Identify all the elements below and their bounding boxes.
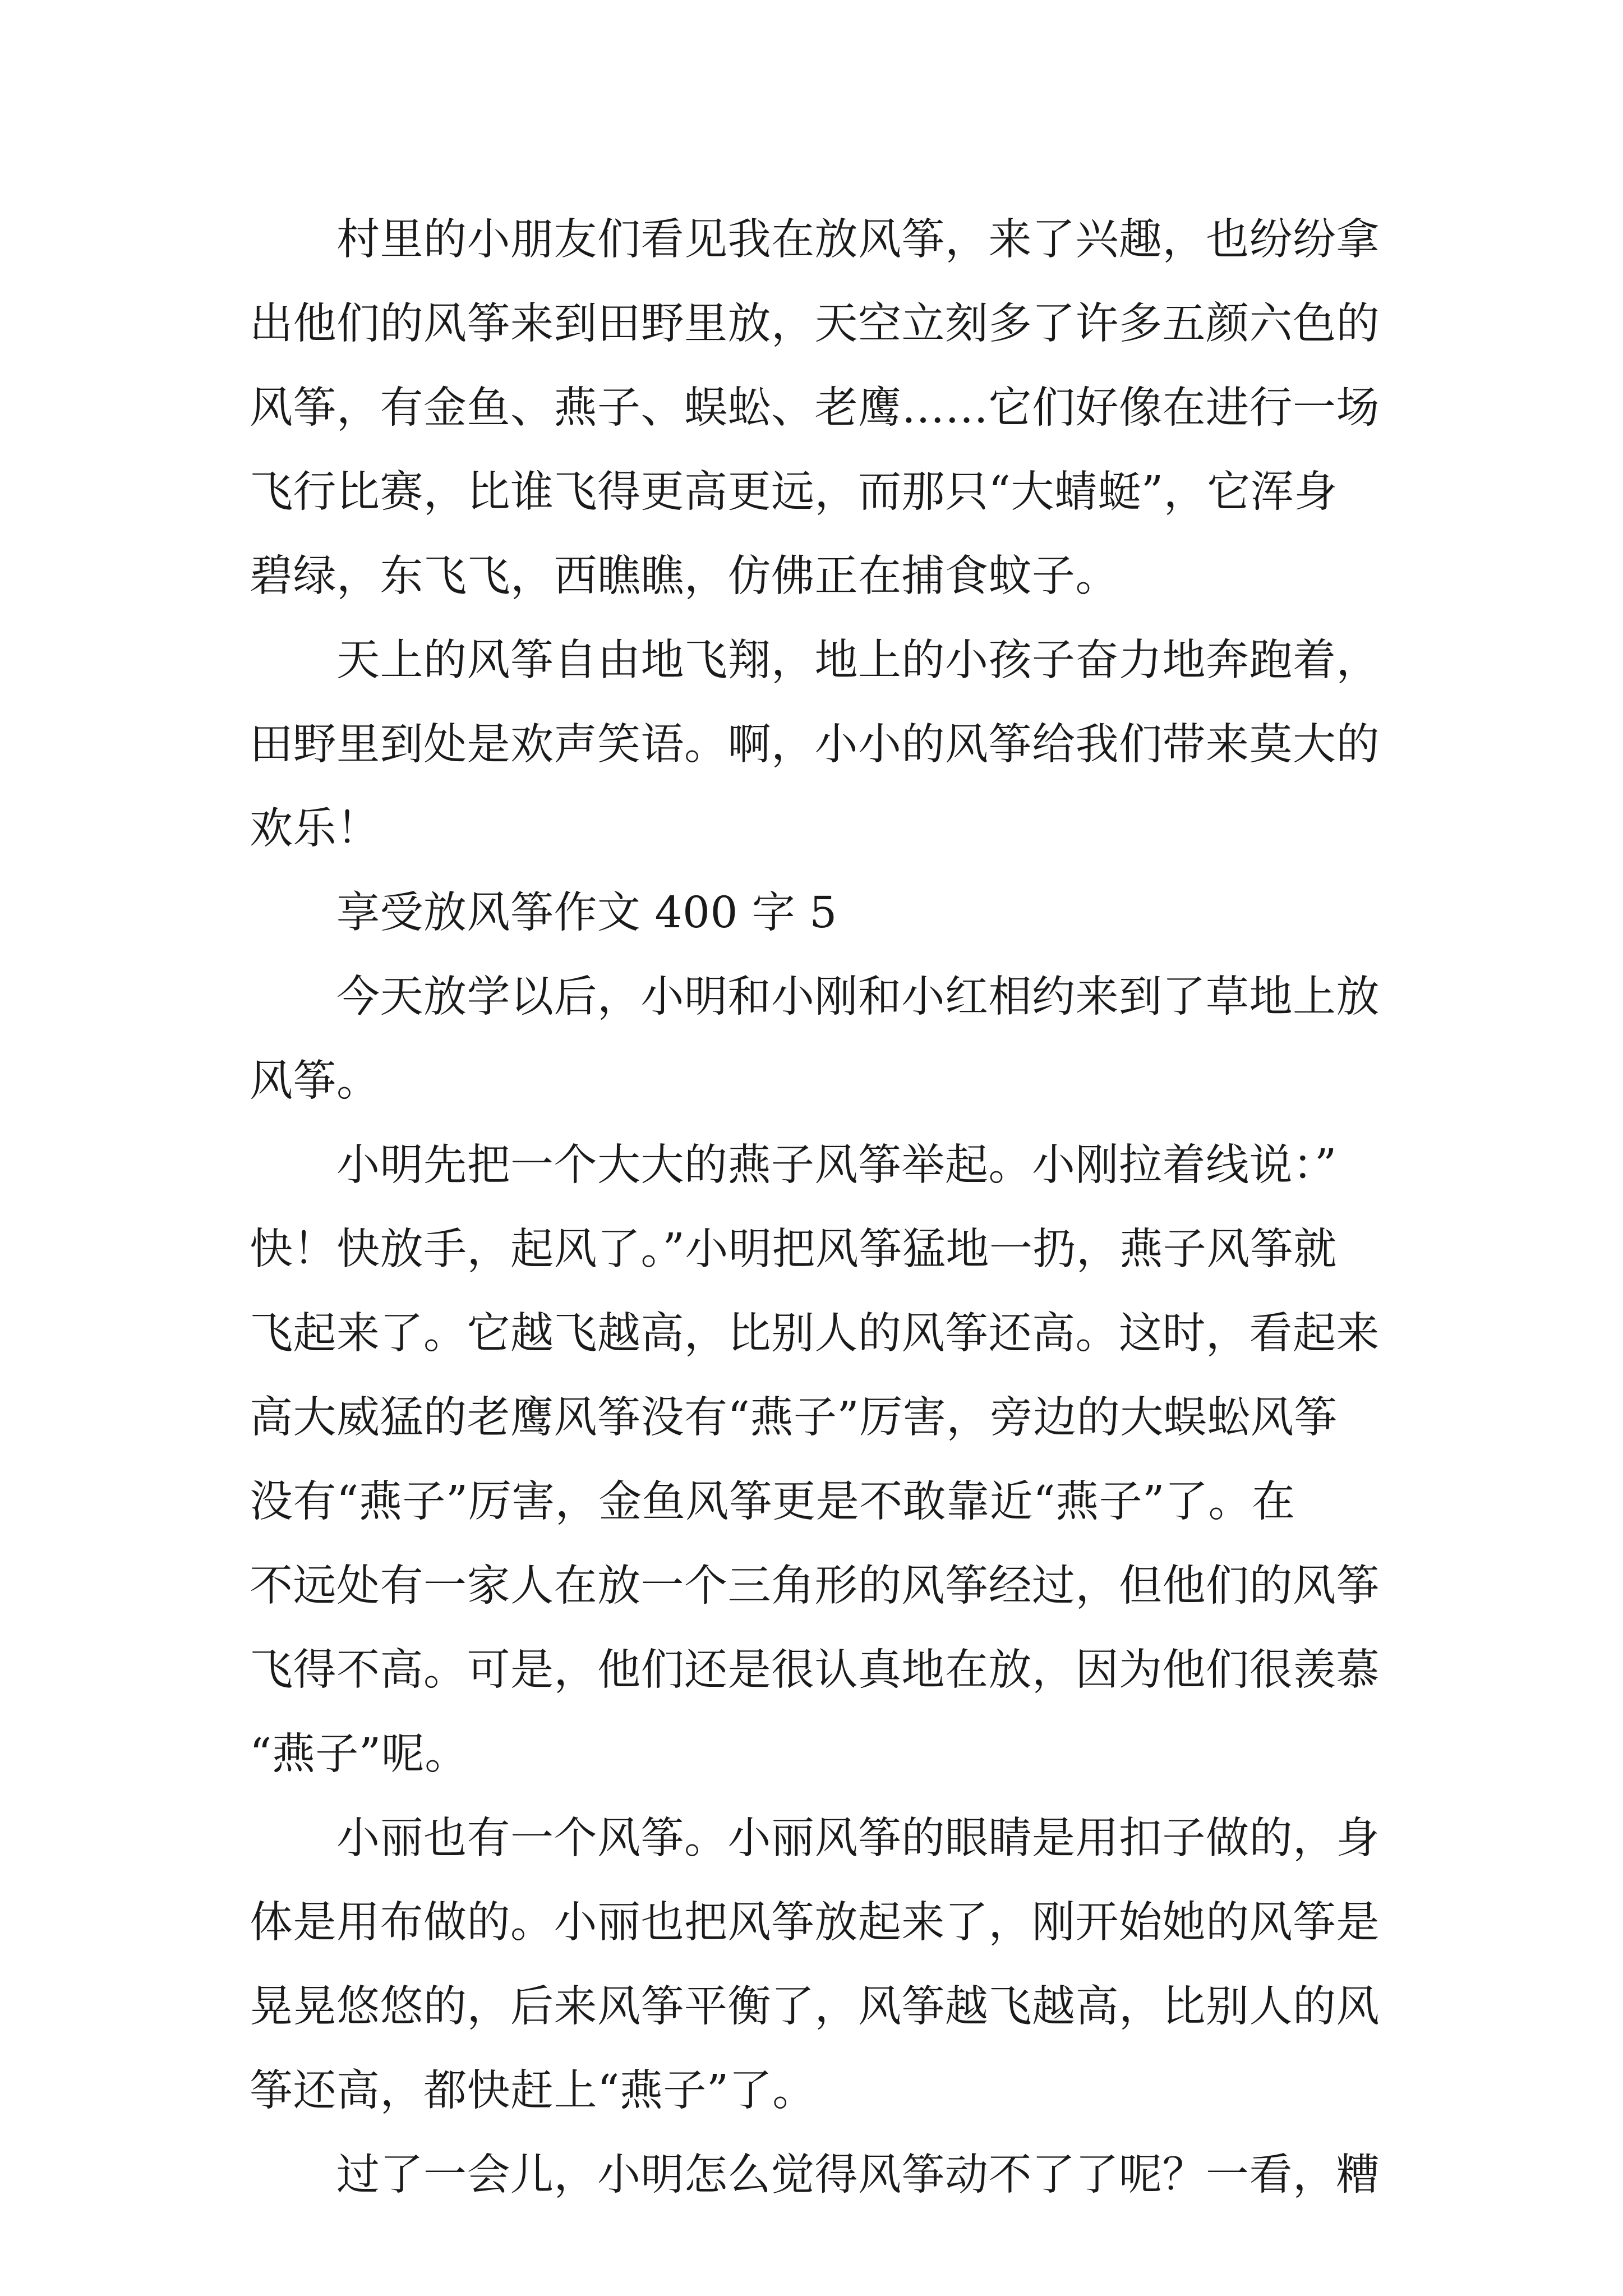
- text-line: 风筝，有金鱼、燕子、蜈蚣、老鹰……它们好像在进行一场: [250, 383, 1380, 433]
- text-line: 欢乐！: [250, 804, 380, 854]
- text-line: 飞起来了。它越飞越高，比别人的风筝还高。这时，看起来: [250, 1309, 1380, 1359]
- text-line: 不远处有一家人在放一个三角形的风筝经过，但他们的风筝: [250, 1561, 1380, 1611]
- text-line: 田野里到处是欢声笑语。啊，小小的风筝给我们带来莫大的: [250, 720, 1380, 770]
- text-line: 体是用布做的。小丽也把风筝放起来了，刚开始她的风筝是: [250, 1898, 1380, 1948]
- text-line: 小明先把一个大大的燕子风筝举起。小刚拉着线说：”: [336, 1140, 1337, 1190]
- text-line: 晃晃悠悠的，后来风筝平衡了，风筝越飞越高，比别人的风: [250, 1982, 1380, 2032]
- text-line: 过了一会儿，小明怎么觉得风筝动不了了呢？一看，糟: [336, 2150, 1380, 2200]
- text-line: 出他们的风筝来到田野里放，天空立刻多了许多五颜六色的: [250, 299, 1380, 349]
- text-line: 今天放学以后，小明和小刚和小红相约来到了草地上放: [336, 972, 1380, 1022]
- text-line: 快！快放手，起风了。”小明把风筝猛地一扔，燕子风筝就: [250, 1225, 1337, 1274]
- text-line: 飞得不高。可是，他们还是很认真地在放，因为他们很羡慕: [250, 1645, 1380, 1695]
- text-line: 天上的风筝自由地飞翔，地上的小孩子奋力地奔跑着，: [336, 636, 1380, 685]
- text-line: 碧绿，东飞飞，西瞧瞧，仿佛正在捕食蚊子。: [250, 551, 1119, 601]
- text-line: 小丽也有一个风筝。小丽风筝的眼睛是用扣子做的，身: [336, 1814, 1380, 1864]
- text-line: “燕子”呢。: [250, 1729, 468, 1779]
- text-line: 风筝。: [250, 1056, 380, 1106]
- text-line: 筝还高，都快赶上“燕子”了。: [250, 2066, 816, 2116]
- section-heading: 享受放风筝作文 400 字 5: [336, 888, 837, 938]
- text-line: 村里的小朋友们看见我在放风筝，来了兴趣，也纷纷拿: [336, 215, 1380, 265]
- text-line: 没有“燕子”厉害，金鱼风筝更是不敢靠近“燕子”了。在: [250, 1477, 1295, 1527]
- text-line: 飞行比赛，比谁飞得更高更远，而那只“大蜻蜓”，它浑身: [250, 467, 1338, 517]
- text-line: 高大威猛的老鹰风筝没有“燕子”厉害，旁边的大蜈蚣风筝: [250, 1393, 1338, 1443]
